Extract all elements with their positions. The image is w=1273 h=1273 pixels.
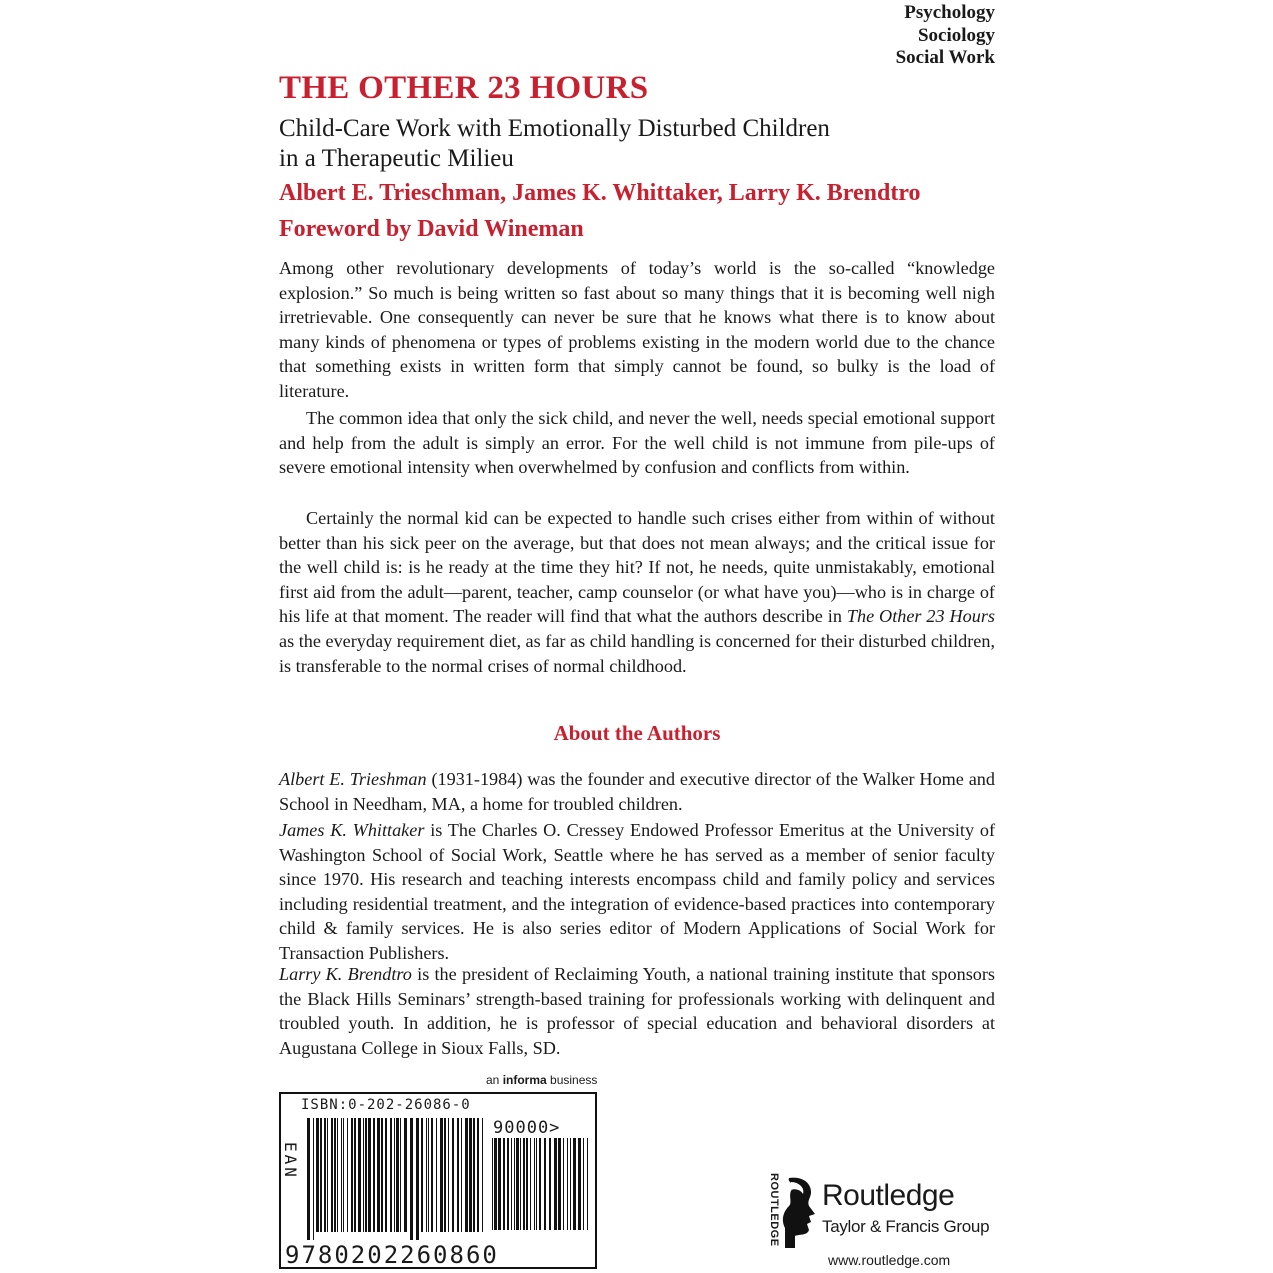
barcode-bar <box>444 1118 446 1232</box>
barcode-bar <box>373 1118 375 1232</box>
informa-brand: informa <box>502 1073 547 1087</box>
barcode-bar <box>523 1138 525 1230</box>
bio-author-name: Larry K. Brendtro <box>279 964 412 984</box>
barcode-bar <box>428 1118 429 1232</box>
subtitle-line-2: in a Therapeutic Milieu <box>279 145 514 172</box>
barcode-bar <box>514 1138 515 1230</box>
bio-body: is The Charles O. Cressey Endowed Professor Emeritus at the University of Washington School of Social Work, Seattle where he has served as a member of senior faculty since 1970. His research and teaching interests encompass child and family policy and services including residential treatment, and the integration of evidence-based practices into contemporary child & family services. He is also series editor of Modern Applications of Social Work for Transaction Publishers. <box>279 820 996 963</box>
barcode-bar <box>457 1118 459 1232</box>
barcode-bar <box>578 1138 581 1230</box>
paragraph-text: Among other revolutionary developments of today’s world is the so-called “knowledge explosion.” So much is being written so fast about so many things that it is becoming well nigh irretrievable. One consequently can never be sure that he knows what there is to know about many kinds of phenomena or types of problems existing in the modern world due to the chance that something exists in written form that simply cannot be found, so bulky is the load of literature. <box>279 258 995 401</box>
barcode-bar <box>394 1118 395 1232</box>
description-paragraph-3 <box>279 506 995 678</box>
paragraph-text-start: Certainly the normal kid can be expected to handle such crises either from within of without better than his sick peer on the average, but that does not mean always; and the critical issue for the well child is: is he ready at the time they hit? If not, he needs, quite unmistakably, emotional first aid from the adult—parent, teacher, camp counselor (or what have you)—who is in charge of his life at that moment. The reader will find that what the authors describe in <box>279 508 995 627</box>
subject-psychology: Psychology <box>904 2 995 23</box>
barcode-bar <box>563 1138 564 1230</box>
barcode-bar <box>498 1138 501 1230</box>
bio-text <box>279 818 995 966</box>
author-bio-whittaker <box>279 818 995 966</box>
barcode-bar <box>377 1118 380 1232</box>
barcode-bar <box>327 1118 328 1232</box>
barcode-bar <box>347 1118 348 1232</box>
tagline-suffix: business <box>546 1073 598 1087</box>
author-bio-brendtro <box>279 962 995 1060</box>
barcode-bar <box>436 1118 437 1232</box>
subject-categories <box>896 2 995 70</box>
barcode-bar <box>477 1118 479 1232</box>
barcode-bar <box>482 1118 483 1232</box>
barcode-bar <box>368 1118 371 1232</box>
barcode-bar <box>583 1138 584 1230</box>
barcode-bar <box>381 1118 383 1232</box>
book-subtitle <box>279 114 979 174</box>
ean-label-text: EAN <box>281 1142 300 1180</box>
routledge-vertical-wordmark <box>764 1173 782 1245</box>
barcode-bar <box>492 1138 493 1230</box>
barcode-bar <box>558 1138 561 1230</box>
barcode-bar <box>337 1118 338 1232</box>
barcode-bar <box>452 1118 454 1232</box>
barcode-bar <box>431 1118 433 1232</box>
subtitle-line-1: Child-Care Work with Emotionally Disturbed Children <box>279 115 830 142</box>
publisher-logo <box>764 1173 1004 1247</box>
paragraph-text <box>279 506 995 678</box>
barcode-bar <box>316 1118 319 1232</box>
barcode-bar <box>307 1118 310 1240</box>
barcode-bar <box>503 1138 505 1230</box>
ean-digits: 9780202260860 <box>285 1241 499 1269</box>
barcode-bar <box>544 1138 546 1230</box>
barcode-bar <box>534 1138 535 1230</box>
barcode-bar <box>390 1118 392 1232</box>
barcode-bar <box>313 1118 314 1240</box>
publisher-url[interactable]: www.routledge.com <box>828 1252 951 1268</box>
barcode-bar <box>358 1118 361 1232</box>
barcode-bar <box>421 1118 423 1232</box>
barcode-bar <box>473 1118 475 1232</box>
tagline-prefix: an <box>486 1073 503 1087</box>
barcode-bar <box>400 1118 401 1232</box>
informa-business-tagline <box>486 1073 597 1087</box>
bio-author-name: Albert E. Trieshman <box>279 769 427 789</box>
barcode-bar <box>448 1118 449 1232</box>
bio-body: (1931-1984) was the founder and executive director of the Walker Home and School in Needham, MA, a home for troubled children. <box>279 769 995 814</box>
barcode-bar <box>526 1138 528 1230</box>
isbn-barcode <box>279 1092 597 1269</box>
barcode-bar <box>320 1118 322 1232</box>
bio-text <box>279 962 995 1060</box>
barcode-bar <box>511 1138 512 1230</box>
barcode-bar <box>461 1118 462 1232</box>
publisher-name: Routledge <box>822 1179 955 1212</box>
barcode-bar <box>354 1118 356 1232</box>
bio-author-name: James K. Whittaker <box>279 820 425 840</box>
barcode-bar <box>440 1118 443 1232</box>
ean-label <box>281 1142 305 1222</box>
barcode-bar <box>334 1118 336 1232</box>
barcode-bar <box>465 1118 468 1232</box>
barcode-bar <box>410 1118 413 1240</box>
vertical-wordmark-text: ROUTLEDGE <box>768 1173 780 1247</box>
bio-body: is the president of Reclaiming Youth, a national training institute that sponsors the Black Hills Seminars’ strength-based training for professionals working with delinquent and troubled youth. In addition, he is professor of special education and behavioral disorders at Augustana College in Sioux Falls, SD. <box>279 964 996 1058</box>
barcode-bar <box>331 1118 333 1232</box>
barcode-bar <box>530 1138 531 1230</box>
publisher-group: Taylor & Francis Group <box>822 1217 990 1236</box>
barcode-bar <box>587 1138 588 1230</box>
barcode-bar <box>416 1118 419 1240</box>
price-code: 90000> <box>493 1118 561 1138</box>
barcode-bar <box>404 1118 407 1232</box>
barcode-bar <box>396 1118 399 1232</box>
barcode-bar <box>520 1138 521 1230</box>
barcode-bar <box>385 1118 387 1232</box>
subject-sociology: Sociology <box>917 24 995 46</box>
subject-social-work: Social Work <box>895 47 995 68</box>
barcode-bar <box>469 1118 472 1232</box>
description-paragraph-2 <box>279 406 995 480</box>
paragraph-text-end: as the everyday requirement diet, as far as child handling is concerned for their disturbed children, is transferable to the normal crises of normal childhood. <box>279 630 995 676</box>
barcode-bar <box>539 1138 541 1230</box>
description-paragraph-1 <box>279 256 995 404</box>
foreword-credit: Foreword by David Wineman <box>279 216 584 242</box>
barcode-bar <box>426 1118 427 1232</box>
barcode-bar <box>324 1118 326 1232</box>
barcode-bar <box>343 1118 344 1232</box>
author-names: Albert E. Trieschman, James K. Whittaker, Larry K. Brendtro <box>279 180 921 206</box>
barcode-bar <box>494 1138 497 1230</box>
barcode-bar <box>567 1138 568 1230</box>
barcode-bar <box>573 1138 576 1230</box>
bio-text <box>279 767 995 816</box>
book-title-italic: The Other 23 Hours <box>846 606 995 627</box>
barcode-bar <box>363 1118 364 1232</box>
barcode-bar <box>570 1138 571 1230</box>
book-title: THE OTHER 23 HOURS <box>279 70 649 106</box>
barcode-bar <box>365 1118 367 1232</box>
barcode-bar <box>554 1138 557 1230</box>
barcode-bar <box>516 1138 519 1230</box>
barcode-bar <box>507 1138 509 1230</box>
barcode-bar <box>536 1138 537 1230</box>
barcode-bar <box>549 1138 551 1230</box>
barcode-bar <box>351 1118 353 1232</box>
isbn-number: ISBN:0-202-26086-0 <box>301 1097 471 1113</box>
about-authors-heading: About the Authors <box>553 721 721 745</box>
barcode-bars-main <box>307 1118 487 1240</box>
barcode-bar <box>341 1118 342 1232</box>
barcode-bars-addon <box>492 1138 590 1238</box>
paragraph-text: The common idea that only the sick child, and never the well, needs special emotional support and help from the adult is simply an error. For the well child is not immune from pile-ups of severe emotional intensity when overwhelmed by confusion and conflicts from within. <box>279 408 995 478</box>
routledge-head-icon <box>781 1176 819 1248</box>
author-bio-trieschman <box>279 767 995 816</box>
